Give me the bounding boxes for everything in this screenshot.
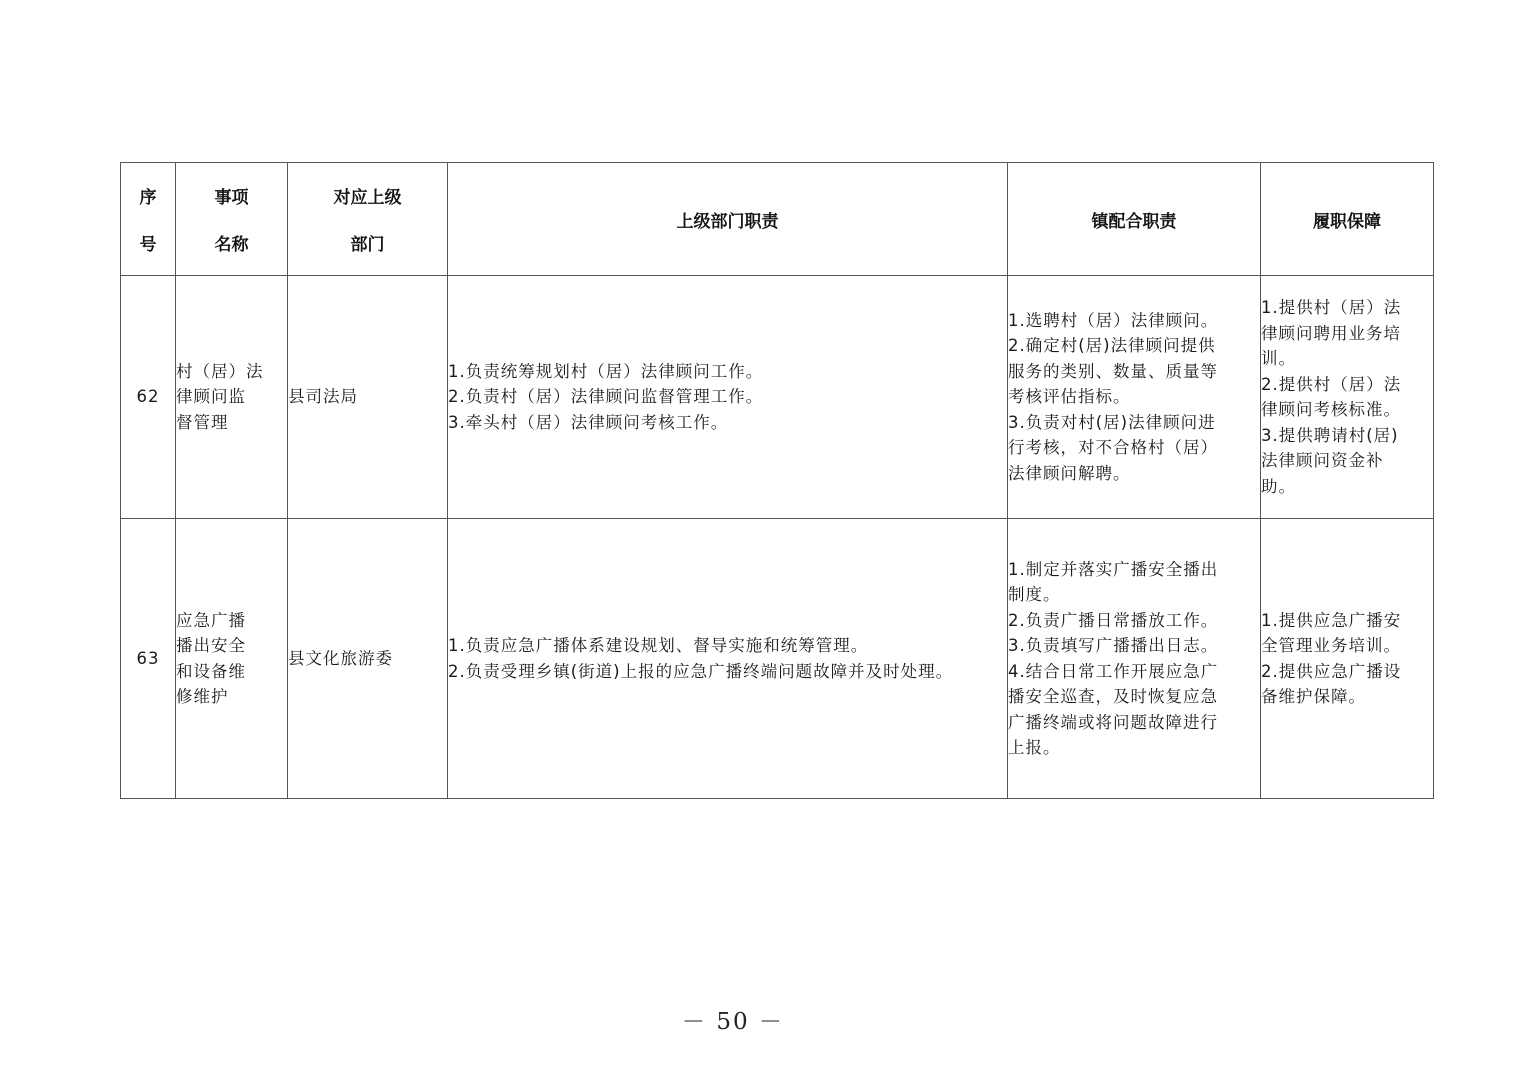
header-item-name [176,163,288,276]
town-duty-line: 法律顾问解聘。 [1008,463,1131,483]
item-name-line: 村（居）法 [176,361,264,381]
header-seq-line: 号 [139,235,157,255]
item-name-line: 和设备维 [176,661,246,681]
upper-duty-line: 3.牵头村（居）法律顾问考核工作。 [448,412,729,432]
town-duty-line: 3.负责填写广播播出日志。 [1008,636,1219,655]
header-upper-dept [288,163,448,276]
town-duty-line: 2.确定村(居)法律顾问提供 [1008,336,1216,356]
town-duty-line: 播安全巡查，及时恢复应急 [1008,687,1218,706]
town-duty-line: 行考核，对不合格村（居） [1008,438,1218,458]
row-town-duty [1008,519,1261,799]
header-town-duty: 镇配合职责 [1008,163,1261,276]
duty-table [120,162,1434,799]
row-seq: 63 [121,519,176,799]
guarantee-line: 备维护保障。 [1261,687,1366,706]
guarantee-line: 助。 [1261,476,1296,496]
header-item-name-line: 事项 [214,188,249,208]
item-name-line: 应急广播 [176,610,246,630]
item-name-line: 督管理 [176,412,229,432]
item-name-line: 修维护 [176,687,229,706]
town-duty-line: 1.制定并落实广播安全播出 [1008,559,1219,579]
town-duty-line: 3.负责对村(居)法律顾问进 [1008,412,1216,432]
upper-duty-line: 1.负责统筹规划村（居）法律顾问工作。 [448,361,764,381]
header-seq [121,163,176,276]
page-number: － 50 － [682,1009,784,1035]
header-item-name-line: 名称 [214,235,249,255]
guarantee-line: 全管理业务培训。 [1261,636,1401,655]
guarantee-line: 律顾问聘用业务培 [1261,323,1401,343]
town-duty-line: 制度。 [1008,585,1061,604]
upper-duty-line: 1.负责应急广播体系建设规划、督导实施和统筹管理。 [448,636,869,655]
header-guarantee: 履职保障 [1261,163,1434,276]
table-row [121,276,1434,519]
item-name-line: 律顾问监 [176,387,246,407]
guarantee-line: 训。 [1261,349,1296,368]
row-upper-dept: 县司法局 [288,276,448,519]
town-duty-line: 4.结合日常工作开展应急广 [1008,661,1219,681]
town-duty-line: 2.负责广播日常播放工作。 [1008,610,1219,630]
town-duty-line: 服务的类别、数量、质量等 [1008,361,1218,381]
town-duty-line: 考核评估指标。 [1008,387,1131,407]
table-row [121,519,1434,799]
row-upper-dept: 县文化旅游委 [288,519,448,799]
row-town-duty [1008,276,1261,519]
row-upper-duty [448,276,1008,519]
town-duty-line: 1.选聘村（居）法律顾问。 [1008,310,1219,330]
guarantee-line: 律顾问考核标准。 [1261,400,1401,419]
row-guarantee [1261,276,1434,519]
upper-duty-line: 2.负责村（居）法律顾问监督管理工作。 [448,387,764,407]
row-seq: 62 [121,276,176,519]
row-upper-duty [448,519,1008,799]
town-duty-line: 上报。 [1008,738,1061,757]
header-upper-dept-line: 对应上级 [333,188,402,208]
upper-duty-line: 2.负责受理乡镇(街道)上报的应急广播终端问题故障并及时处理。 [448,661,954,681]
guarantee-line: 1.提供村（居）法 [1261,298,1402,317]
header-seq-line: 序 [139,188,157,208]
guarantee-line: 1.提供应急广播安 [1261,610,1402,630]
guarantee-line: 3.提供聘请村(居) [1261,425,1399,445]
row-item-name [176,519,288,799]
town-duty-line: 广播终端或将问题故障进行 [1008,712,1218,732]
guarantee-line: 2.提供村（居）法 [1261,374,1402,394]
guarantee-line: 2.提供应急广播设 [1261,661,1402,681]
header-upper-dept-line: 部门 [350,235,385,255]
row-item-name [176,276,288,519]
row-guarantee [1261,519,1434,799]
header-upper-duty: 上级部门职责 [448,163,1008,276]
guarantee-line: 法律顾问资金补 [1261,451,1384,470]
table-header-row [121,163,1434,276]
item-name-line: 播出安全 [176,636,246,655]
